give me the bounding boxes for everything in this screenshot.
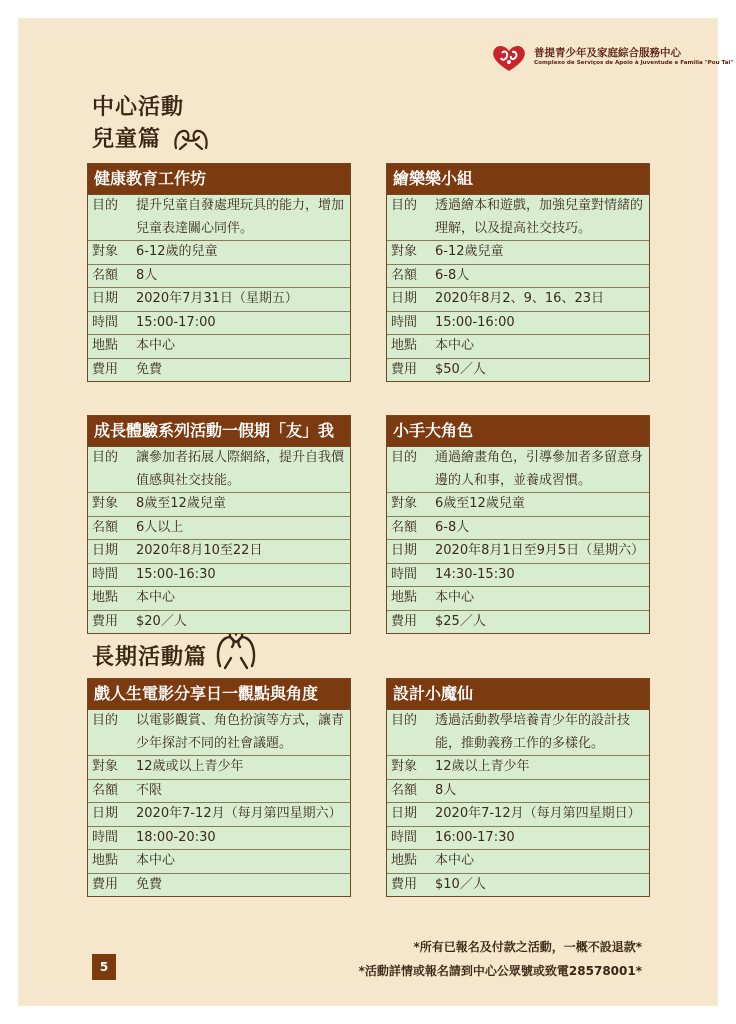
activity-card-picture-book-group [386,163,650,382]
card-row-quota [387,516,649,540]
card-row-time [387,311,649,335]
card-row-quota [387,264,649,288]
card-row-fee [387,610,649,634]
row-label: 地點 [92,338,119,353]
row-label: 費用 [92,613,119,629]
row-label: 名額 [92,267,119,283]
card-row-purpose [88,194,350,240]
row-value: 2020年8月10至22日 [136,543,263,558]
row-value: $10／人 [435,876,486,892]
row-value: 2020年7月31日（星期五） [136,291,298,306]
row-value: 2020年8月1日至9月5日（星期六） [435,543,645,558]
row-label: 地點 [92,853,119,868]
card-row-time [387,563,649,587]
row-value: 免費 [136,876,163,892]
row-value: 2020年7-12月（每月第四星期六） [136,806,342,821]
row-label: 日期 [92,806,119,821]
card-row-time [88,311,350,335]
card-row-quota [88,779,350,803]
card-row-target [387,492,649,516]
row-value: 8人 [435,782,457,798]
row-label: 名額 [391,782,418,798]
card-title: 成長體驗系列活動一假期「友」我 [88,416,350,446]
hands-icon [172,122,210,152]
row-label: 對象 [391,496,418,511]
row-value: 讓參加者拓展人際網絡，提升自我價值感與社交技能。 [136,450,345,488]
row-label: 時間 [92,566,119,582]
card-row-fee [387,873,649,897]
row-label: 名額 [92,519,119,535]
card-row-target [88,240,350,264]
row-value: 免費 [136,361,163,377]
card-title: 健康教育工作坊 [88,164,350,194]
row-label: 時間 [92,829,119,845]
row-label: 費用 [92,876,119,892]
row-label: 對象 [92,244,119,259]
main-heading: 中心活動 [92,95,185,120]
row-value: 本中心 [435,338,475,353]
activity-card-design-wizard [386,678,650,897]
row-value: 2020年7-12月（每月第四星期日） [435,806,641,821]
row-value: 不限 [136,782,163,798]
card-row-fee [88,610,350,634]
row-label: 日期 [92,291,119,306]
activity-card-little-hands [386,415,650,634]
card-title: 戲人生電影分享日一觀點與角度 [88,679,350,709]
row-label: 目的 [92,450,119,465]
row-label: 對象 [92,496,119,511]
card-row-fee [387,358,649,382]
row-value: 12歲或以上青少年 [136,759,244,774]
row-label: 日期 [92,543,119,558]
row-value: 6-8人 [435,267,470,283]
row-label: 費用 [391,613,418,629]
row-value: $50／人 [435,361,486,377]
row-label: 地點 [391,590,418,605]
row-label: 時間 [391,829,418,845]
card-row-date [387,539,649,563]
logo-chinese-name: 普提青少年及家庭綜合服務中心 [534,47,681,59]
row-value: 以電影觀賞、角色扮演等方式，讓青少年探討不同的社會議題。 [136,713,345,751]
card-title: 小手大角色 [387,416,649,446]
row-label: 時間 [92,314,119,330]
row-label: 目的 [391,450,418,465]
row-value: 18:00-20:30 [136,829,216,845]
row-label: 費用 [92,361,119,377]
card-row-date [387,287,649,311]
children-heading: 兒童篇 [92,127,162,152]
card-row-purpose [88,709,350,755]
row-value: 15:00-16:30 [136,566,216,582]
row-label: 地點 [391,338,418,353]
row-label: 日期 [391,543,418,558]
row-value: 本中心 [136,590,176,605]
row-value: 8人 [136,267,158,283]
row-label: 地點 [92,590,119,605]
card-row-fee [88,358,350,382]
card-row-date [88,802,350,826]
row-label: 地點 [391,853,418,868]
card-row-venue [387,334,649,358]
card-row-venue [88,586,350,610]
card-row-date [88,539,350,563]
row-value: 本中心 [435,853,475,868]
row-label: 日期 [391,291,418,306]
center-logo [490,43,734,73]
row-label: 對象 [391,244,418,259]
card-row-date [387,802,649,826]
row-value: 6-12歲的兒童 [136,244,218,259]
card-row-time [387,826,649,850]
card-row-date [88,287,350,311]
card-row-quota [88,516,350,540]
long-term-heading: 長期活動篇 [92,645,208,670]
row-value: 6-8人 [435,519,470,535]
card-row-fee [88,873,350,897]
row-label: 對象 [391,759,418,774]
card-row-time [88,563,350,587]
logo-portuguese-name: Complexo de Serviços de Apoio à Juventude e Família "Pou Tai" [534,60,734,66]
row-value: 14:30-15:30 [435,566,515,582]
row-value: 15:00-16:00 [435,314,515,330]
card-row-target [387,755,649,779]
row-label: 費用 [391,361,418,377]
row-value: 本中心 [435,590,475,605]
row-value: $25／人 [435,613,486,629]
activity-card-growth-experience [87,415,351,634]
card-row-quota [88,264,350,288]
card-row-purpose [387,194,649,240]
row-label: 名額 [92,782,119,798]
activity-card-health-workshop [87,163,351,382]
row-value: 本中心 [136,338,176,353]
row-value: 12歲以上青少年 [435,759,530,774]
row-label: 對象 [92,759,119,774]
activity-card-movie-sharing [87,678,351,897]
row-value: 15:00-17:00 [136,314,216,330]
row-label: 目的 [92,198,119,213]
card-row-purpose [387,446,649,492]
row-value: 8歲至12歲兒童 [136,496,226,511]
row-value: 6人以上 [136,519,184,535]
page-number: 5 [92,954,116,980]
row-label: 目的 [92,713,119,728]
row-label: 名額 [391,519,418,535]
card-row-venue [387,849,649,873]
card-row-target [387,240,649,264]
row-value: 透過繪本和遊戲，加強兒童對情緒的理解，以及提高社交技巧。 [435,198,644,236]
hands-heart-icon [214,628,258,672]
refund-note: *所有已報名及付款之活動，一概不設退款* [413,940,642,954]
card-title: 繪樂樂小組 [387,164,649,194]
card-row-purpose [88,446,350,492]
row-label: 名額 [391,267,418,283]
card-row-venue [387,586,649,610]
row-value: 本中心 [136,853,176,868]
card-row-target [88,755,350,779]
row-value: 透過活動教學培養青少年的設計技能，推動義務工作的多樣化。 [435,713,631,751]
row-value: 6歲至12歲兒童 [435,496,525,511]
row-label: 目的 [391,713,418,728]
card-row-target [88,492,350,516]
row-label: 費用 [391,876,418,892]
card-row-venue [88,334,350,358]
row-label: 時間 [391,314,418,330]
row-label: 時間 [391,566,418,582]
row-value: 通過繪畫角色，引導參加者多留意身邊的人和事，並養成習慣。 [435,450,644,488]
card-row-venue [88,849,350,873]
row-value: 16:00-17:30 [435,829,515,845]
row-value: 2020年8月2、9、16、23日 [435,291,604,306]
card-row-purpose [387,709,649,755]
row-value: 6-12歲兒童 [435,244,504,259]
contact-note: *活動詳情或報名請到中心公眾號或致電28578001* [358,964,642,978]
row-label: 日期 [391,806,418,821]
card-row-time [88,826,350,850]
row-value: $20／人 [136,613,187,629]
row-value: 提升兒童自發處理玩具的能力，增加兒童表達關心同伴。 [136,198,345,236]
card-row-quota [387,779,649,803]
row-label: 目的 [391,198,418,213]
heart-logo-icon [490,43,528,73]
card-title: 設計小魔仙 [387,679,649,709]
